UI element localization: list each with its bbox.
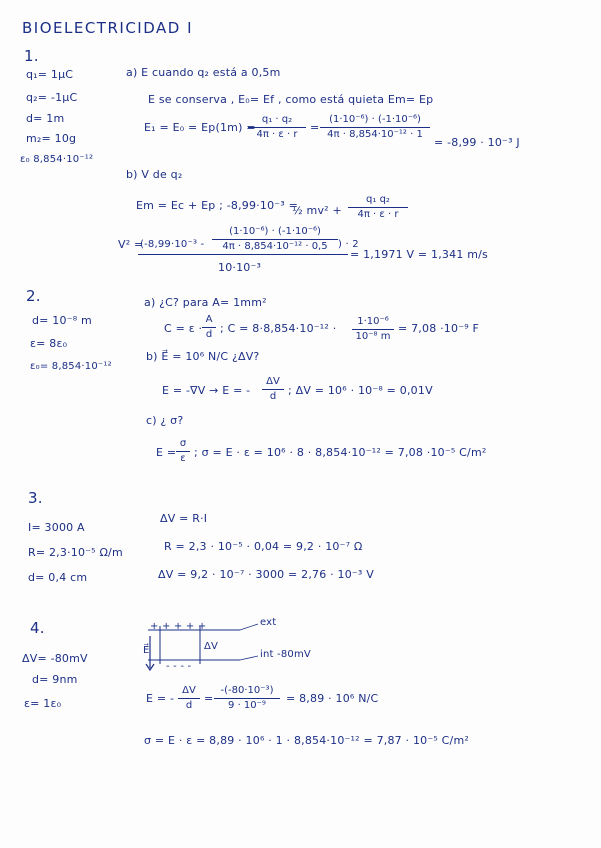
p2b-heading: b) E⃗ = 10⁶ N/C ¿ΔV? <box>146 350 260 363</box>
p1-given-q1: q₁= 1µC <box>26 68 74 81</box>
label-field-e: E⃗ <box>143 645 150 656</box>
p1a-frac1-bottom: 4π · ε · r <box>256 129 298 140</box>
p1b-v-lhs: V² = <box>118 238 144 251</box>
p3-given-d: d= 0,4 cm <box>28 571 88 584</box>
p2b-line-lhs: E = -∇V → E = - <box>162 384 251 397</box>
p2c-frac-top: σ <box>176 438 190 452</box>
p1-given-eps0: ε₀ 8,854·10⁻¹² <box>20 154 94 165</box>
label-delta-v: ΔV <box>204 641 219 652</box>
p2c-result: ; σ = E · ε = 10⁶ · 8 · 8,854·10⁻¹² = 7,08 ·10⁻⁵ C/m² <box>194 446 487 459</box>
problem-2-number: 2. <box>26 287 41 305</box>
p2a-c-lhs: C = ε · <box>164 322 203 335</box>
p1-given-m2: m₂= 10g <box>26 132 77 145</box>
p1b-v-inner-top: (1·10⁻⁶) · (-1·10⁻⁶) <box>212 226 338 240</box>
membrane-plus-charges: + + + + + <box>150 621 207 632</box>
ext-pointer <box>240 624 258 630</box>
p4-e-mid: = <box>204 692 214 705</box>
p1a-heading: a) E cuando q₂ está a 0,5m <box>126 66 281 79</box>
p3-line2: R = 2,3 · 10⁻⁵ · 0,04 = 9,2 · 10⁻⁷ Ω <box>164 540 363 553</box>
p1a-result: = -8,99 · 10⁻³ J <box>434 136 520 149</box>
p3-line3: ΔV = 9,2 · 10⁻⁷ · 3000 = 2,76 · 10⁻³ V <box>158 568 374 581</box>
p4-given-eps: ε= 1ε₀ <box>24 697 62 710</box>
p1b-line1-lhs: Em = Ec + Ep ; -8,99·10⁻³ = <box>136 199 298 212</box>
p1b-v-fraction-bar <box>138 254 348 255</box>
p1b-v-inner-fraction <box>212 226 338 253</box>
p1a-equals: = <box>310 121 320 134</box>
p1b-v-inner-bottom: 4π · 8,854·10⁻¹² · 0,5 <box>222 241 328 252</box>
p2c-fraction <box>176 438 190 465</box>
p1b-v-denominator: 10·10⁻³ <box>218 261 262 274</box>
p3-given-r: R= 2,3·10⁻⁵ Ω/m <box>28 546 123 559</box>
p2b-frac-top: ΔV <box>262 376 284 390</box>
membrane-minus-charges: - - - - <box>166 661 192 672</box>
p1a-line1: E se conserva , E₀= Ef , como está quieta Em= Ep <box>148 93 434 106</box>
p2c-frac-bottom: ε <box>180 453 186 464</box>
problem-1-number: 1. <box>24 47 39 65</box>
label-ext: ext <box>260 617 277 628</box>
p1b-v-numerator-a: (-8,99·10⁻³ - <box>140 239 205 250</box>
p2a-c-fraction-numeric <box>352 316 394 343</box>
p1-given-q2: q₂= -1µC <box>26 91 78 104</box>
document-title: BIOELECTRICIDAD I <box>22 19 194 37</box>
p2b-fraction <box>262 376 284 403</box>
p1b-frac-top: q₁ q₂ <box>348 194 408 208</box>
p2a-c-frac-top: A <box>202 314 216 328</box>
p1a-fraction-numeric <box>320 114 430 141</box>
p2c-lhs: E = <box>156 446 177 459</box>
p4-e-fraction-numeric <box>214 685 280 712</box>
p1b-frac-bottom: 4π · ε · r <box>357 209 399 220</box>
problem-3-number: 3. <box>28 489 43 507</box>
p2-given-eps: ε= 8ε₀ <box>30 337 68 350</box>
p1b-fraction-energy <box>348 194 408 221</box>
p2-given-d: d= 10⁻⁸ m <box>32 314 92 327</box>
problem-4-number: 4. <box>30 619 45 637</box>
p4-e-frac-bottom: d <box>185 700 193 711</box>
p2a-c-mid: ; C = 8·8,854·10⁻¹² · <box>220 322 337 335</box>
p1a-frac2-top: (1·10⁻⁶) · (-1·10⁻⁶) <box>320 114 430 128</box>
p1a-fraction-symbolic <box>248 114 306 141</box>
p1-given-d: d= 1m <box>26 112 65 125</box>
p4-e-frac2-top: -(-80·10⁻³) <box>214 685 280 699</box>
p1b-v-numerator-b: ) · 2 <box>338 239 359 250</box>
p1b-line1-mid: ½ mv² + <box>292 204 342 217</box>
p2c-heading: c) ¿ σ? <box>146 414 184 427</box>
p2a-c-frac2-top: 1·10⁻⁶ <box>352 316 394 330</box>
p2b-frac-bottom: d <box>269 391 277 402</box>
p4-e-frac-top: ΔV <box>178 685 200 699</box>
p2a-c-frac-bottom: d <box>205 329 213 340</box>
p2a-heading: a) ¿C? para A= 1mm² <box>144 296 267 309</box>
p4-given-dv: ΔV= -80mV <box>22 652 88 665</box>
p4-given-d: d= 9nm <box>32 673 78 686</box>
p4-e-frac2-bottom: 9 · 10⁻⁹ <box>228 700 266 711</box>
p3-line1: ΔV = R·I <box>160 512 208 525</box>
int-pointer <box>240 656 258 660</box>
label-int: int -80mV <box>260 649 311 660</box>
p1b-result: = 1,1971 V = 1,341 m/s <box>350 248 488 261</box>
p2a-result: = 7,08 ·10⁻⁹ F <box>398 322 480 335</box>
p3-given-i: I= 3000 A <box>28 521 85 534</box>
p4-e-lhs: E = - <box>146 692 175 705</box>
p4-e-result: = 8,89 · 10⁶ N/C <box>286 692 379 705</box>
p1a-frac2-bottom: 4π · 8,854·10⁻¹² · 1 <box>327 129 423 140</box>
p2-given-eps0: ε₀= 8,854·10⁻¹² <box>30 361 112 372</box>
p1a-line2-lhs: E₁ = E₀ = Ep(1m) = <box>144 121 256 134</box>
p4-e-fraction <box>178 685 200 712</box>
p1a-frac1-top: q₁ · q₂ <box>248 114 306 128</box>
p2a-c-fraction <box>202 314 216 341</box>
p1b-heading: b) V de q₂ <box>126 168 183 181</box>
p2a-c-frac2-bottom: 10⁻⁸ m <box>355 331 391 342</box>
p2b-result: ; ΔV = 10⁶ · 10⁻⁸ = 0,01V <box>288 384 433 397</box>
p4-sigma-line: σ = E · ε = 8,89 · 10⁶ · 1 · 8,854·10⁻¹² = 7,87 · 10⁻⁵ C/m² <box>144 734 469 747</box>
